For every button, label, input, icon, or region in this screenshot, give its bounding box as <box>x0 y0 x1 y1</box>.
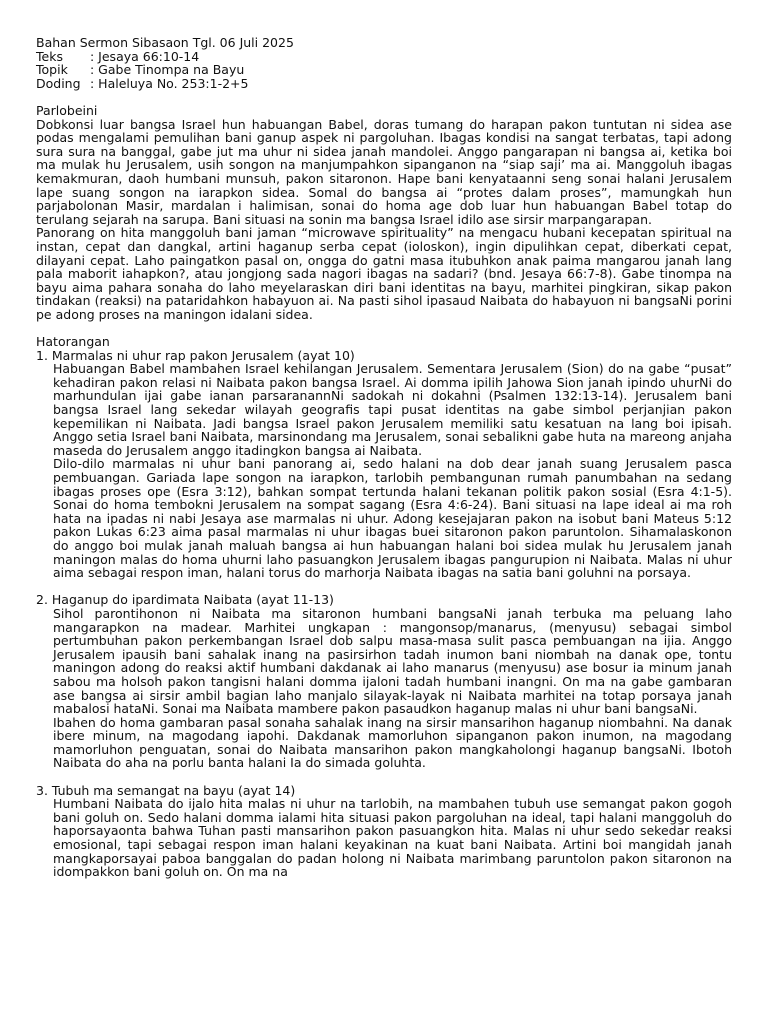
item-paragraph: Habuangan Babel mambahen Israel kehilangan Jerusalem. Sementara Jerusalem (Sion) do na gabe “pusat” kehadiran pakon relasi ni Naibata pakon bangsa Israel. Ai domma ipilih Jahowa Sion janah ipindo uhurNi do marhundulan ijai gabe ianan parsaranannNi sadokah ni dokahni (Psalmen 132:13-14). Jerusalem bani bangsa Israel lang sekedar wilayah geografis tapi pusat identitas na gabe simbol perjanjian pakon kepemilikan ni Naibata. Jadi bangsa Israel pakon Jerusalem memiliki satu kesatuan na lang boi ipisah. Anggo setia Israel bani Naibata, marsinondang ma Jerusalem, sonai sebalikni gabe huta na mareong anjaha maseda do Jerusalem anggo itadingkon bangsa ai Naibata. <box>53 361 732 458</box>
item-3 <box>36 784 732 879</box>
section-heading-parlobeini: Parlobeini <box>36 102 98 118</box>
spacer <box>36 90 732 104</box>
intro-paragraph: Dobkonsi luar bangsa Israel hun habuangan Babel, doras tumang do harapan pakon tuntutan ni sidea ase podas mengalami pemulihan bani ganup aspek ni pargoluhan. Ibagas kondisi na sangat terbatas, tapi adong sura sura na banggal, gabe jut ma uhur ni sidea janah mandolei. Anggo pangarapan ni bangsa ai, ketika boi ma mulak hu Jerusalem, usih songon na manjumpahkon sipanganon na “siap saji’ ma ai. Manggoluh ibagas kemakmuran, daoh humbani munsuh, pakon sitaronon. Hape bani kenyataanni seng sonai halani Jerusalem lape suang songon na iarapkon sidea. Somal do bangsa ai “protes dalam proses”, mamungkah hun parjabolonan Masir, mardalan i halimisan, sonai do homa age dob luar hun habuangan Babel totap do terulang sejarah na sarupa. Bani situasi na sonin ma bangsa Israel idilo ase sirsir marpangarapan. <box>36 116 732 227</box>
meta-value: : Jesaya 66:10-14 <box>90 48 200 64</box>
item-title: 2. Haganup do ipardimata Naibata (ayat 11-13) <box>36 592 334 608</box>
meta-row-topik <box>36 63 732 77</box>
spacer <box>36 321 732 335</box>
document-page <box>36 36 732 879</box>
item-title: 3. Tubuh ma semangat na bayu (ayat 14) <box>36 782 296 798</box>
spacer <box>36 770 732 784</box>
meta-row-teks <box>36 50 732 64</box>
meta-value: : Gabe Tinompa na Bayu <box>90 62 245 78</box>
intro-paragraph: Panorang on hita manggoluh bani jaman “microwave spirituality” na mengacu hubani kecepatan spiritual na instan, cepat dan dangkal, artini haganup serba cepat (ioloskon), ingin dipulihkan cepat, diberkati cepat, dilayani cepat. Laho paingatkon pasal on, ongga do gatni masa itubuhkon anak paima mangarou janah lang pala maborit iahapkon?, atau jongjong sada nagori ibagas na sadari? (bnd. Jesaya 66:7-8). Gabe tinompa na bayu aima pahara sonaha do laho meyelaraskan diri bani identitas na bayu, marhitei pingkiran, sikap pakon tindakan (reaksi) na pataridahkon habayuon ai. Na pasti sihol ipasaud Naibata do habayuon ni bangsaNi porini pe adong proses na maningon idalani sidea. <box>36 225 732 322</box>
item-paragraph: Dilo-dilo marmalas ni uhur bani panorang ai, sedo halani na dob dear janah suang Jerusalem pasca pembuangan. Gariada lape songon na iarapkon, tarlobih pembangunan rumah panumbahan na sedang ibagas proses ope (Esra 3:12), bahkan sompat tertunda halani tekanan politik pakon sosial (Esra 4:1-5). Sonai do homa tembokni Jerusalem na sompat sagang (Esra 4:6-24). Bani situasi na lape ideal ai ma roh hata na ipadas ni nabi Jesaya ase marmalas ni uhur. Adong kesejajaran pakon na isobut bani Mateus 5:12 pakon Lukas 6:23 aima pasal marmalas ni uhur ibagas buei sitaronon pakon paruntolon. Sihamalaskonon do anggo boi mulak janah maluah bangsa ai hun habuangan halani boi sidea mulak hu Jerusalem janah maningon malas do homa uhurni laho pasuangkon Jerusalem ibagas pangurupion ni Naibata. Malas ni uhur aima sebagai respon iman, halani torus do marhorja Naibata ibagas na satia bani goluhni na porsaya. <box>53 456 732 581</box>
item-paragraph: Sihol parontihonon ni Naibata ma sitaronon humbani bangsaNi janah terbuka ma peluang laho mangarapkon na madear. Marhitei ungkapan : mangonsop/manarus, (menyusu) sebagai simbol pertumbuhan pakon perkembangan Israel dob salpu masa-masa sulit pasca pembuangan na ijia. Anggo Jerusalem ipausih bani sahalak inang na pasirsirhon tadah inumon bani niombah na danak ope, tontu maningon adong do reaksi aktif humbani dakdanak ai laho manarus (menyusu) ase bosur ia minum janah sabou ma holsoh pakon tangisni halani domma ijaloni tadah humbani inangni. On ma na gabe gambaran ase bangsa ai sirsir ambil bagian laho manjalo silayak-layak ni Naibata marhitei na totap porsaya janah mabalosi hataNi. Sonai ma Naibata mambere pakon pasaudkon haganup malas ni uhur bani bangsaNi. <box>53 605 732 717</box>
item-2 <box>36 593 732 770</box>
meta-key: Teks <box>36 48 63 64</box>
item-1 <box>36 349 732 580</box>
item-title: 1. Marmalas ni uhur rap pakon Jerusalem (ayat 10) <box>36 347 355 363</box>
meta-value: : Haleluya No. 253:1-2+5 <box>90 75 249 91</box>
item-paragraph: Humbani Naibata do ijalo hita malas ni uhur na tarlobih, na mambahen tubuh use semangat pakon gogoh bani goluh on. Sedo halani domma ialami hita situasi pakon pargoluhan na ideal, tapi halani manggoluh do haporsayaonta bahwa Tuhan pasti mansarihon pakon pasuangkon hita. Malas ni uhur sedo sekedar reaksi emosional, tapi sebagai respon iman halani keyakinan na kuat bani Naibata. Artini boi mangidah janah mangkaporsayai paboa banggalan do padan holong ni Naibata marimbang paruntolon pakon sitaronon na idompakkon bani goluh on. On ma na <box>53 796 732 880</box>
meta-key: Topik <box>36 62 68 78</box>
document-header <box>36 36 732 90</box>
intro-section <box>36 104 732 322</box>
body-section <box>36 335 732 879</box>
section-heading-hatorangan: Hatorangan <box>36 334 110 350</box>
spacer <box>36 580 732 594</box>
meta-row-doding <box>36 77 732 91</box>
item-paragraph: Ibahen do homa gambaran pasal sonaha sahalak inang na sirsir mansarihon haganup niombahni. Na danak ibere minum, na magodang iapohi. Dakdanak mamorluhon sipanganon pakon inumon, na magodang mamorluhon penguatan, sonai do Naibata mansarihon pakon mangkaholongi haganup bangsaNi. Ibotoh Naibata do aha na porlu banta halani Ia do simada goluhta. <box>53 714 732 771</box>
document-title: Bahan Sermon Sibasaon Tgl. 06 Juli 2025 <box>36 35 294 50</box>
meta-key: Doding <box>36 75 81 91</box>
